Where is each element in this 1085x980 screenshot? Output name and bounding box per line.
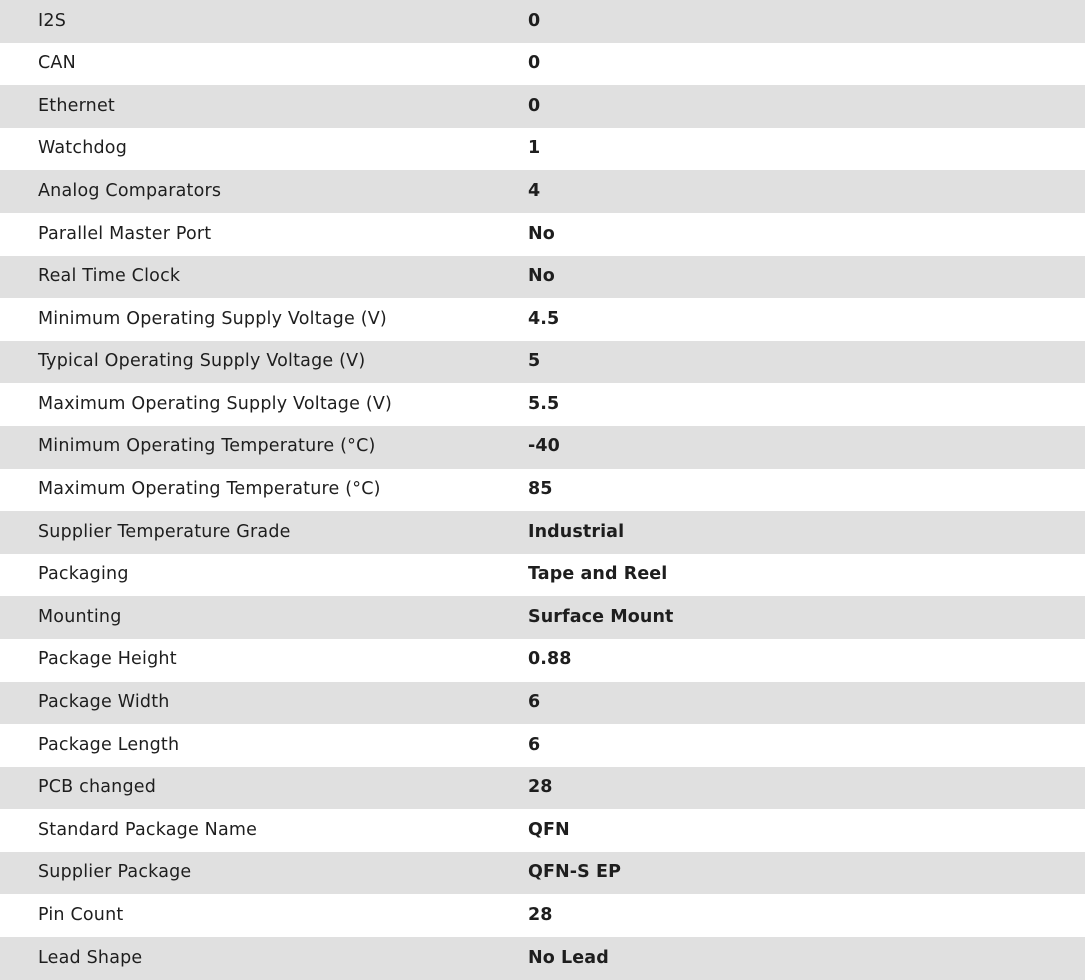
table-row xyxy=(0,85,1085,128)
table-row xyxy=(0,809,1085,852)
spec-label: Lead Shape xyxy=(38,947,143,968)
spec-label: Mounting xyxy=(38,606,122,627)
spec-value: 4 xyxy=(528,180,541,201)
table-row xyxy=(0,170,1085,213)
spec-value: 85 xyxy=(528,479,553,500)
spec-value: No xyxy=(528,266,555,287)
table-row xyxy=(0,128,1085,171)
spec-value: 4.5 xyxy=(528,308,560,329)
table-row xyxy=(0,511,1085,554)
table-row xyxy=(0,383,1085,426)
spec-value: Tape and Reel xyxy=(528,564,668,585)
spec-value: 5.5 xyxy=(528,393,560,414)
table-row xyxy=(0,554,1085,597)
spec-value: 6 xyxy=(528,692,541,713)
table-row xyxy=(0,596,1085,639)
spec-label: Real Time Clock xyxy=(38,266,181,287)
spec-label: Supplier Package xyxy=(38,862,192,883)
table-row xyxy=(0,0,1085,43)
spec-label: Supplier Temperature Grade xyxy=(38,521,291,542)
spec-value: QFN-S EP xyxy=(528,862,622,883)
spec-label: Pin Count xyxy=(38,905,124,926)
table-row xyxy=(0,426,1085,469)
spec-label: Maximum Operating Supply Voltage (V) xyxy=(38,393,393,414)
table-row xyxy=(0,937,1085,980)
spec-label: Standard Package Name xyxy=(38,819,258,840)
table-row xyxy=(0,256,1085,299)
spec-value: 1 xyxy=(528,138,541,159)
spec-label: Analog Comparators xyxy=(38,180,222,201)
spec-label: CAN xyxy=(38,53,76,74)
spec-label: Minimum Operating Temperature (°C) xyxy=(38,436,376,457)
spec-value: 28 xyxy=(528,905,553,926)
spec-label: Package Length xyxy=(38,734,180,755)
table-row xyxy=(0,298,1085,341)
spec-value: 0 xyxy=(528,10,541,31)
spec-value: Industrial xyxy=(528,521,625,542)
spec-label: Package Width xyxy=(38,692,170,713)
spec-value: -40 xyxy=(528,436,560,457)
spec-label: PCB changed xyxy=(38,777,157,798)
table-row xyxy=(0,682,1085,725)
spec-value: 0.88 xyxy=(528,649,572,670)
spec-value: QFN xyxy=(528,819,570,840)
table-row xyxy=(0,213,1085,256)
table-row xyxy=(0,469,1085,512)
spec-label: Parallel Master Port xyxy=(38,223,212,244)
table-row xyxy=(0,341,1085,384)
table-row xyxy=(0,767,1085,810)
spec-value: Surface Mount xyxy=(528,606,674,627)
spec-label: Maximum Operating Temperature (°C) xyxy=(38,479,381,500)
spec-value: No xyxy=(528,223,555,244)
spec-label: I2S xyxy=(38,10,67,31)
spec-label: Watchdog xyxy=(38,138,128,159)
spec-value: 5 xyxy=(528,351,541,372)
spec-label: Package Height xyxy=(38,649,177,670)
spec-label: Ethernet xyxy=(38,95,115,116)
spec-value: 0 xyxy=(528,53,541,74)
spec-value: 6 xyxy=(528,734,541,755)
table-row xyxy=(0,43,1085,86)
spec-label: Minimum Operating Supply Voltage (V) xyxy=(38,308,387,329)
spec-value: 28 xyxy=(528,777,553,798)
table-row xyxy=(0,894,1085,937)
spec-label: Typical Operating Supply Voltage (V) xyxy=(38,351,366,372)
spec-value: 0 xyxy=(528,95,541,116)
spec-value: No Lead xyxy=(528,947,609,968)
spec-label: Packaging xyxy=(38,564,129,585)
table-row xyxy=(0,724,1085,767)
table-row xyxy=(0,852,1085,895)
table-row xyxy=(0,639,1085,682)
